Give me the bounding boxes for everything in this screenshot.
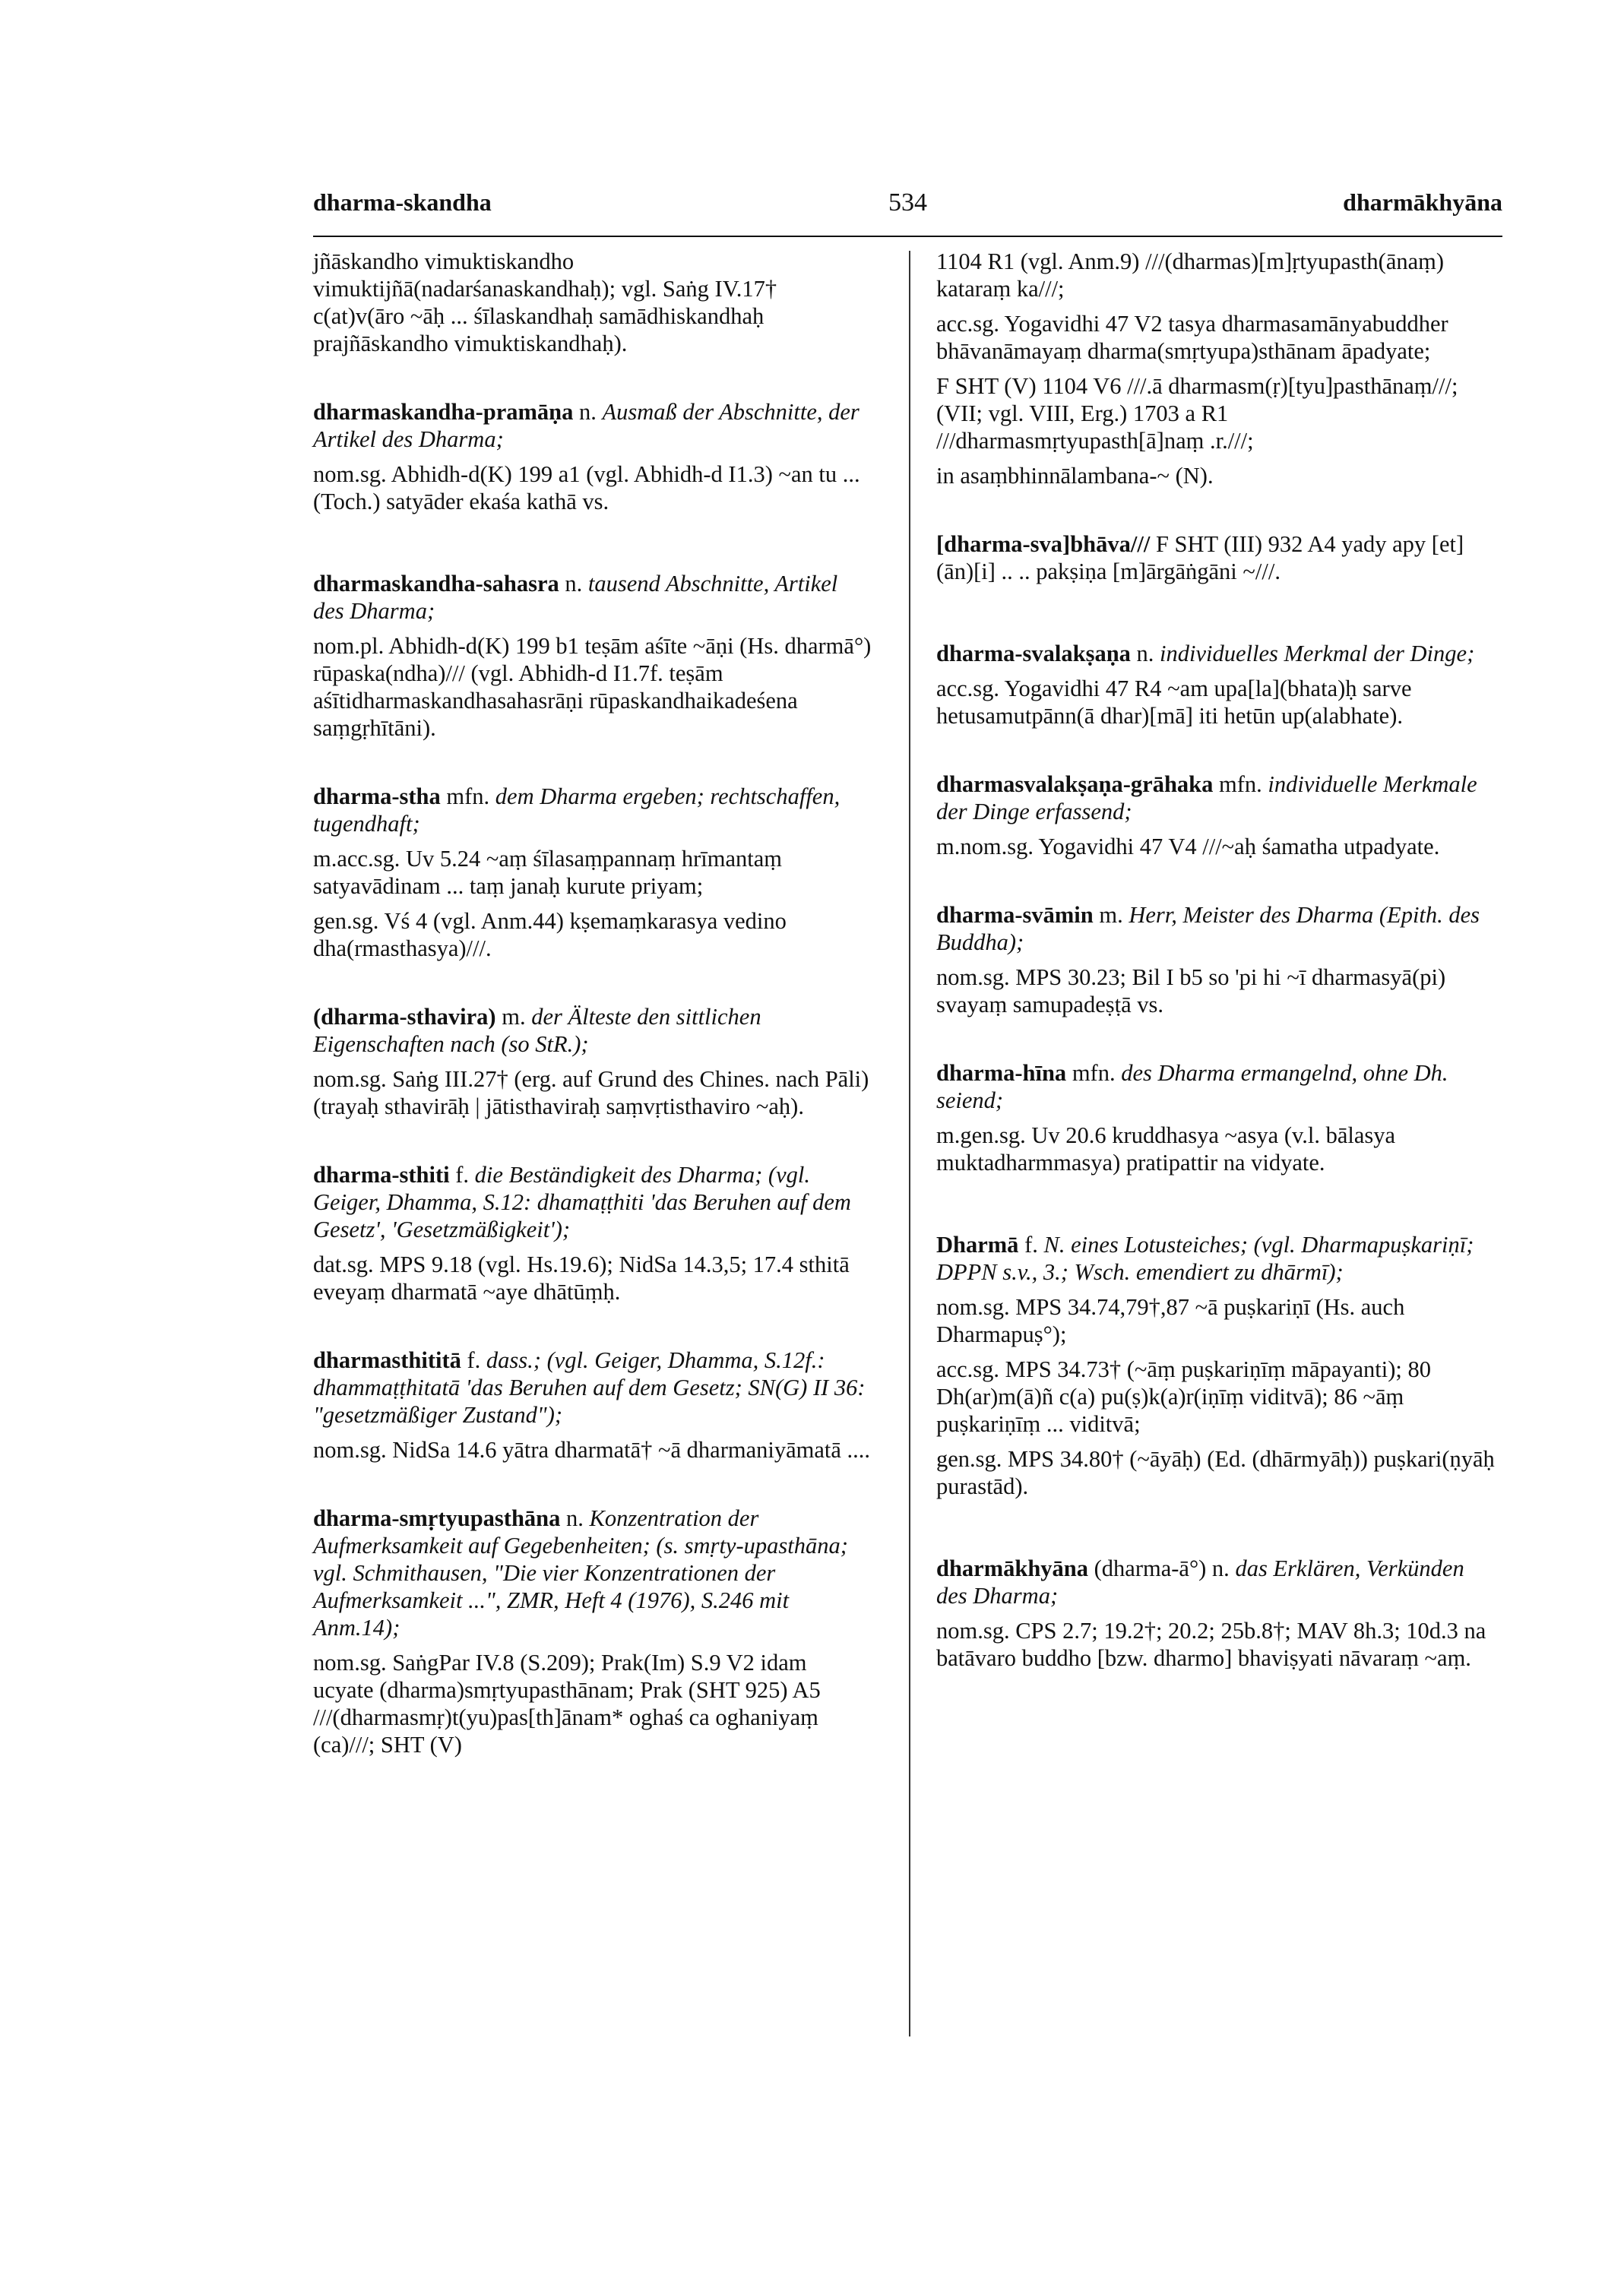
dictionary-entry: [936, 1555, 1495, 1672]
grammar: m.: [1099, 902, 1123, 928]
definition: dass.; (vgl. Geiger, Dhamma, S.12f.: dhammaṭṭhitatā 'das Beruhen auf dem Gesetz; SN(G) II 36: "gesetzmäßiger Zustand");: [313, 1347, 866, 1428]
definition: tausend Abschnitte, Artikel des Dharma;: [313, 571, 838, 624]
grammar: f.: [1024, 1232, 1038, 1258]
entry-text: acc.sg. Yogavidhi 47 V2 tasya dharmasamānyabuddher bhāvanāmayaṃ dharma(smṛtyupa)sthānam āpadyate;: [936, 311, 1448, 364]
grammar: f.: [455, 1162, 470, 1188]
definition: Herr, Meister des Dharma (Epith. des Buddha);: [936, 902, 1480, 955]
entry-continuation: [936, 248, 1495, 489]
entry-text: 1104 R1 (vgl. Anm.9) ///(dharmas)[m]ṛtyupasth(ānaṃ) kataraṃ ka///;: [936, 248, 1445, 302]
dictionary-entry: [936, 771, 1495, 860]
headword: dharma-sthiti: [313, 1162, 450, 1188]
left-column: [313, 248, 872, 1766]
dictionary-entry: [936, 1231, 1495, 1500]
entry-text: F SHT (V) 1104 V6 ///.ā dharmasm(ṛ)[tyu]pasthānaṃ///; (VII; vgl. VIII, Erg.) 1703 a R1 ///dharmasmṛtyupasth[ā]naṃ .r.///;: [936, 373, 1458, 454]
entry-text: nom.sg. Abhidh-d(K) 199 a1 (vgl. Abhidh-d I1.3) ~an tu ... (Toch.) satyāder ekaśa kathā vs.: [313, 461, 860, 514]
definition: individuelles Merkmal der Dinge;: [1160, 641, 1475, 666]
entry-text: m.nom.sg. Yogavidhi 47 V4 ///~aḥ śamatha utpadyate.: [936, 834, 1440, 859]
definition: der Älteste den sittlichen Eigenschaften nach (so StR.);: [313, 1004, 761, 1057]
running-head-left: dharma-skandha: [313, 188, 492, 216]
entry-text: F SHT (III) 932 A4 yady apy [et](ān)[i] .. .. pakṣiṇa [m]ārgāṅgāni ~///.: [936, 531, 1464, 584]
dictionary-entry: [313, 1347, 872, 1464]
headword: dharma-svalakṣaṇa: [936, 641, 1131, 666]
running-head-right: dharmākhyāna: [1343, 188, 1502, 216]
headword: dharmākhyāna: [936, 1555, 1089, 1581]
entry-text: acc.sg. MPS 34.73† (~āṃ puṣkariṇīṃ māpayanti); 80 Dh(ar)m(ā)ñ c(a) pu(ṣ)k(a)r(iṇīṃ viditvā); 86 ~āṃ puṣkariṇīṃ ... viditvā;: [936, 1356, 1431, 1437]
entry-text: gen.sg. MPS 34.80† (~āyāḥ) (Ed. (dhārmyāḥ)) puṣkari(ṇyāḥ purastād).: [936, 1446, 1495, 1499]
definition: des Dharma ermangelnd, ohne Dh. seiend;: [936, 1060, 1448, 1113]
entry-text: nom.sg. CPS 2.7; 19.2†; 20.2; 25b.8†; MAV 8h.3; 10d.3 na batāvaro buddho [bzw. dharmo] bhaviṣyati nāvaraṃ ~aṃ.: [936, 1618, 1486, 1671]
page-header: [313, 188, 1502, 234]
entry-text: in asaṃbhinnālambana-~ (N).: [936, 463, 1214, 489]
entry-text: dat.sg. MPS 9.18 (vgl. Hs.19.6); NidSa 14.3,5; 17.4 sthitā eveyaṃ dharmatā ~aye dhātūṃḥ.: [313, 1252, 850, 1305]
dictionary-entry: [936, 901, 1495, 1018]
grammar: f.: [467, 1347, 481, 1373]
headword: dharma-smṛtyupasthāna: [313, 1505, 561, 1531]
dictionary-entry: [313, 1505, 872, 1758]
header-rule: [313, 236, 1502, 237]
grammar: (dharma-ā°) n.: [1094, 1555, 1230, 1581]
grammar: mfn.: [1072, 1060, 1116, 1086]
entry-text: m.gen.sg. Uv 20.6 kruddhasya ~asya (v.l. bālasya muktadharmmasya) pratipattir na vidyate.: [936, 1122, 1396, 1176]
dictionary-entry: [936, 530, 1495, 585]
entry-text: nom.pl. Abhidh-d(K) 199 b1 teṣām aśīte ~āṇi (Hs. dharmā°) rūpaska(ndha)/// (vgl. Abhidh-d I1.7f. teṣām aśītidharmaskandhasahasrāṇi rūpaskandhaikadeśena saṃgṛhītāni).: [313, 633, 872, 741]
entry-text: jñāskandho vimuktiskandho vimuktijñā(nadarśanaskandhaḥ); vgl. Saṅg IV.17† c(at)v(āro ~āḥ ... śīlaskandhaḥ samādhiskandhaḥ prajñāskandho vimuktiskandhaḥ).: [313, 248, 777, 356]
definition: N. eines Lotusteiches; (vgl. Dharmapuṣkariṇī; DPPN s.v., 3.; Wsch. emendiert zu dhārmī);: [936, 1232, 1474, 1285]
grammar: n.: [579, 399, 597, 425]
definition: Ausmaß der Abschnitte, der Artikel des Dharma;: [313, 399, 859, 452]
grammar: n.: [566, 1505, 584, 1531]
headword: Dharmā: [936, 1232, 1019, 1258]
definition: Konzentration der Aufmerksamkeit auf Gegebenheiten; (s. smṛty-upasthāna; vgl. Schmithausen, "Die vier Konzentrationen der Aufmerksamkeit ...", ZMR, Heft 4 (1976), S.246 mit Anm.14);: [313, 1505, 848, 1641]
grammar: m.: [502, 1004, 526, 1030]
dictionary-entry: [936, 640, 1495, 729]
grammar: n.: [565, 571, 583, 597]
grammar: mfn.: [1219, 771, 1262, 797]
headword: dharmasvalakṣaṇa-grāhaka: [936, 771, 1214, 797]
dictionary-entry: [313, 570, 872, 742]
column-divider: [909, 251, 910, 2036]
headword: dharmaskandha-pramāṇa: [313, 399, 574, 425]
dictionary-entry: [313, 1161, 872, 1305]
entry-text: gen.sg. Vś 4 (vgl. Anm.44) kṣemaṃkarasya vedino dha(rmasthasya)///.: [313, 908, 787, 961]
entry-text: nom.sg. NidSa 14.6 yātra dharmatā† ~ā dharmaniyāmatā ....: [313, 1437, 871, 1463]
entry-text: nom.sg. MPS 34.74,79†,87 ~ā puṣkariṇī (Hs. auch Dharmapuṣ°);: [936, 1294, 1405, 1347]
page-number: 534: [888, 188, 927, 217]
dictionary-entry: [936, 1059, 1495, 1176]
entry-continuation: [313, 248, 872, 357]
headword: dharmasthititā: [313, 1347, 461, 1373]
headword: [dharma-sva]bhāva///: [936, 531, 1151, 557]
grammar: mfn.: [446, 783, 490, 809]
definition: individuelle Merkmale der Dinge erfassend;: [936, 771, 1477, 824]
headword: dharma-stha: [313, 783, 441, 809]
dictionary-entry: [313, 1003, 872, 1120]
entry-text: nom.sg. SaṅgPar IV.8 (S.209); Prak(Im) S.9 V2 idam ucyate (dharma)smṛtyupasthānam; Prak (SHT 925) A5 ///(dharmasmṛ)t(yu)pas[th]ānam* oghaś ca oghaniyaṃ (ca)///; SHT (V): [313, 1650, 821, 1758]
definition: die Beständigkeit des Dharma; (vgl. Geiger, Dhamma, S.12: dhamaṭṭhiti 'das Beruhen auf dem Gesetz', 'Gesetzmäßigkeit');: [313, 1162, 851, 1242]
definition: dem Dharma ergeben; rechtschaffen, tugendhaft;: [313, 783, 840, 837]
right-column: [936, 248, 1495, 1679]
dictionary-entry: [313, 783, 872, 962]
entry-text: acc.sg. Yogavidhi 47 R4 ~am upa[la](bhata)ḥ sarve hetusamutpānn(ā dhar)[mā] iti hetūn up(alabhate).: [936, 676, 1412, 729]
entry-text: nom.sg. Saṅg III.27† (erg. auf Grund des Chines. nach Pāli) (trayaḥ sthavirāḥ | jātisthaviraḥ saṃvṛtisthaviro ~aḥ).: [313, 1066, 869, 1119]
definition: das Erklären, Verkünden des Dharma;: [936, 1555, 1464, 1609]
headword: dharma-svāmin: [936, 902, 1094, 928]
entry-text: nom.sg. MPS 30.23; Bil I b5 so 'pi hi ~ī dharmasyā(pi) svayaṃ samupadeṣṭā vs.: [936, 964, 1446, 1017]
headword: dharmaskandha-sahasra: [313, 571, 559, 597]
headword: (dharma-sthavira): [313, 1004, 496, 1030]
entry-text: m.acc.sg. Uv 5.24 ~aṃ śīlasaṃpannaṃ hrīmantaṃ satyavādinam ... taṃ janaḥ kurute priyam;: [313, 846, 783, 899]
grammar: n.: [1136, 641, 1154, 666]
dictionary-entry: [313, 398, 872, 515]
headword: dharma-hīna: [936, 1060, 1067, 1086]
